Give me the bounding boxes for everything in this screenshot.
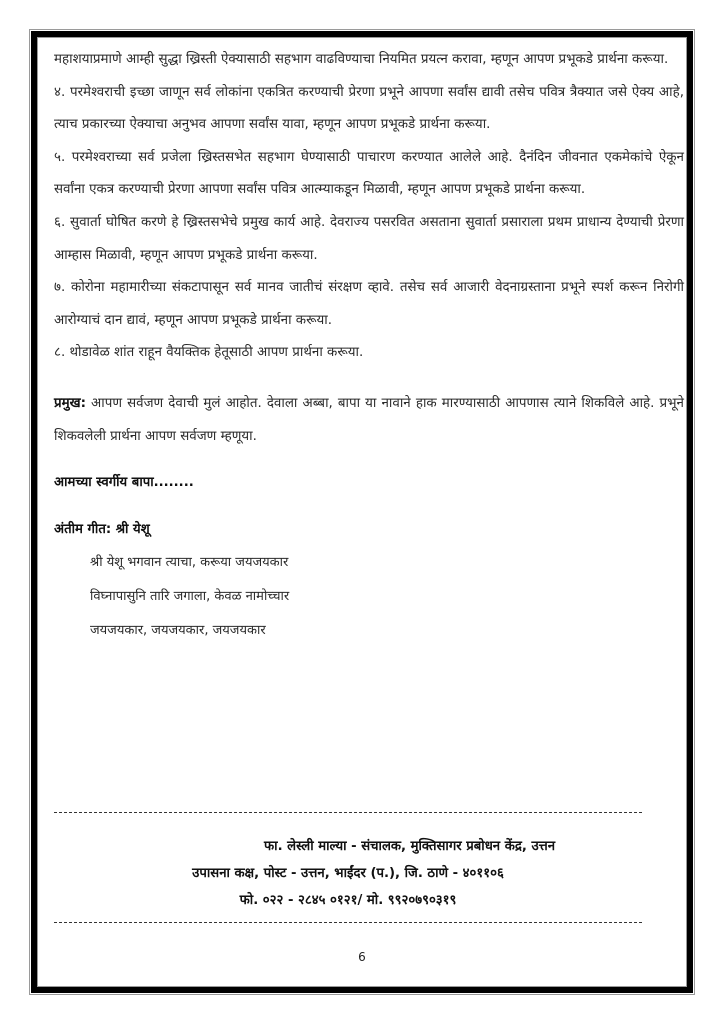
prayer-5: ५. परमेश्वराच्या सर्व प्रजेला ख्रिस्तसभेत सहभाग घेण्यासाठी पाचारण करण्यात आलेले आहे. दैनंदिन जीवनात एकमेकांचे ऐकून सर्वांना एकत्र करण्याची प्रेरणा आपणा सर्वांस पवित्र आत्म्याकडून मिळावी, म्हणून आपण प्रभूकडे प्रार्थना करूया. bbox=[54, 149, 684, 198]
prayer-4: ४. परमेश्वराची इच्छा जाणून सर्व लोकांना एकत्रित करण्याची प्रेरणा प्रभूने आपणा सर्वांस द्यावी तसेच पवित्र त्रैक्यात जसे ऐक्य आहे, त्याच प्रकारच्या ऐक्याचा अनुभव आपणा सर्वांस यावा, म्हणून आपण प्रभूकडे प्रार्थना करूया. bbox=[54, 84, 684, 133]
footer bbox=[54, 812, 642, 923]
prayer-7: ७. कोरोना महामारीच्या संकटापासून सर्व मानव जातीचं संरक्षण व्हावे. तसेच सर्व आजारी वेदनाग्रस्ताना प्रभूने स्पर्श करून निरोगी आरोग्याचं दान द्यावं, म्हणून आपण प्रभूकडे प्रार्थना करूया. bbox=[54, 280, 684, 328]
lords-prayer-heading: आमच्या स्वर्गीय बापा........ bbox=[54, 475, 194, 491]
song-line: श्री येशू भगवान त्याचा, करूया जयजयकार bbox=[90, 555, 289, 571]
footer-bottom-divider bbox=[54, 922, 642, 923]
song-line: जयजयकार, जयजयकार, जयजयकार bbox=[90, 623, 266, 639]
footer-line-1: फा. लेस्ली माल्या - संचालक, मुक्तिसागर प्रबोधन केंद्र, उत्तन bbox=[264, 839, 556, 854]
prayer-8: ८. थोडावेळ शांत राहून वैयक्तिक हेतूसाठी आपण प्रार्थना करूया. bbox=[54, 345, 364, 361]
final-song-title: अंतीम गीत: श्री येशू bbox=[54, 521, 150, 537]
footer-line-2: उपासना कक्ष, पोस्ट - उत्तन, भाईंदर (प.), जि. ठाणे - ४०११०६ bbox=[192, 866, 504, 881]
leader-label: प्रमुख: bbox=[54, 395, 86, 411]
leader-text: आपण सर्वजण देवाची मुलं आहोत. देवाला अब्बा, बापा या नावाने हाक मारण्यासाठी आपणास त्याने शिकविले आहे. प्रभूने शिकवलेली प्रार्थना आपण सर्वजण म्हणूया. bbox=[54, 395, 684, 444]
page-content bbox=[54, 44, 684, 648]
intro-paragraph: महाशयाप्रमाणे आम्ही सुद्धा ख्रिस्ती ऐक्यासाठी सहभाग वाढविण्याचा नियमित प्रयत्न करावा, म्हणून आपण प्रभूकडे प्रार्थना करूया. bbox=[54, 52, 669, 67]
footer-top-divider bbox=[54, 812, 642, 813]
song-line: विघ्नापासुनि तारि जगाला, केवळ नामोच्चार bbox=[90, 589, 290, 605]
leader-paragraph bbox=[54, 388, 684, 453]
prayer-6: ६. सुवार्ता घोषित करणे हे ख्रिस्तसभेचे प्रमुख कार्य आहे. देवराज्य पसरवित असताना सुवार्ता प्रसाराला प्रथम प्राधान्य देण्याची प्रेरणा आम्हास मिळावी, म्हणून आपण प्रभूकडे प्रार्थना करूया. bbox=[54, 214, 684, 263]
footer-line-3: फो. ०२२ - २८४५ ०१२१/ मो. ९९२०७९०३१९ bbox=[239, 893, 457, 908]
page-number: 6 bbox=[358, 950, 366, 964]
song-lines bbox=[90, 546, 684, 648]
